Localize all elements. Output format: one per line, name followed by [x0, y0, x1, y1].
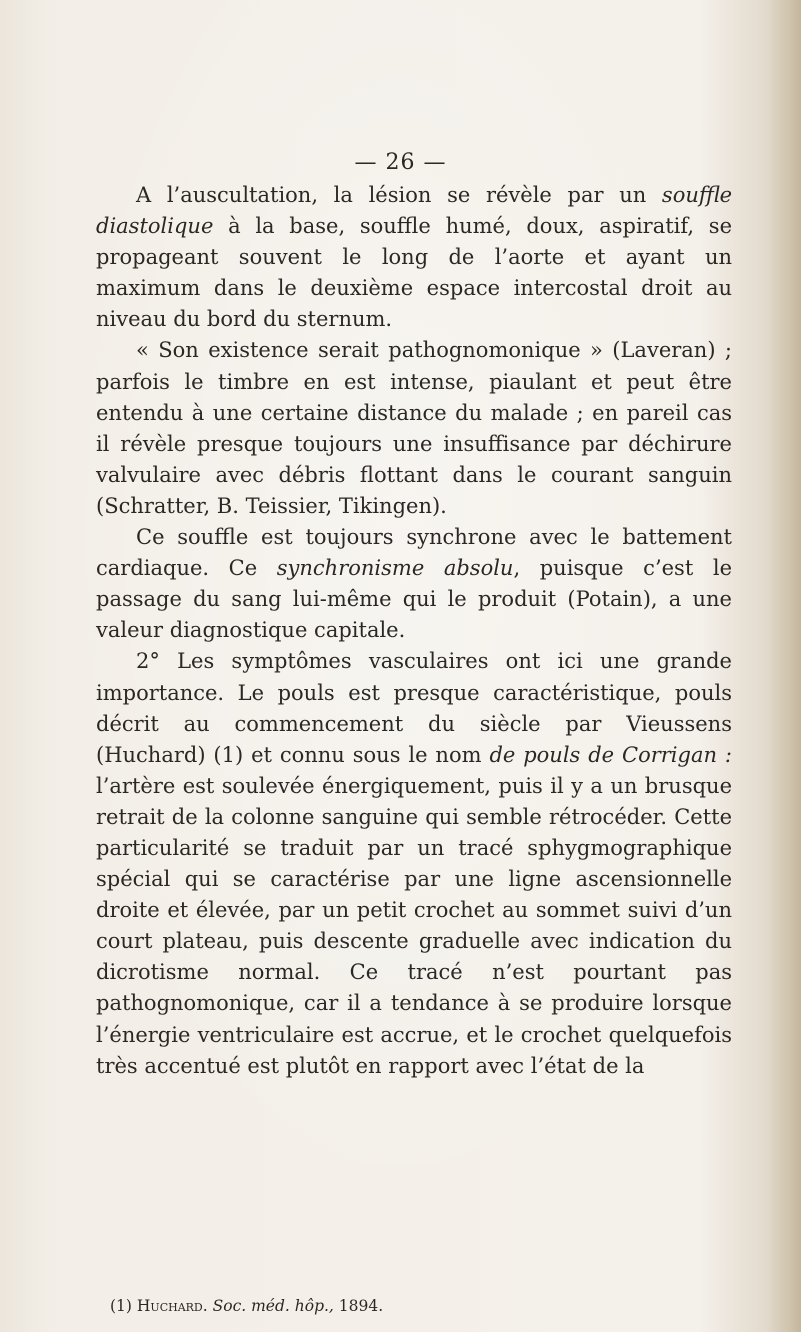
paragraph-1-text-b: à la base, souffle humé, doux, aspiratif, se propageant souvent le long de l’aorte et ayant un maximum dans le deuxième espace intercostal droit au niveau du bord du sternum. [96, 214, 732, 332]
paragraph-3 [96, 522, 732, 646]
paragraph-1-italic: souffle diastolique [96, 183, 732, 239]
paragraph-4 [96, 646, 732, 1081]
page-number: — 26 — [354, 150, 447, 175]
paragraph-4-text-a: 2° Les symptômes vasculaires ont ici une grande importance. Le pouls est presque caractéristique, pouls décrit au commencement du siècle par Vieussens (Huchard) (1) et connu sous le nom [96, 649, 732, 767]
paragraph-3-text-a: Ce souffle est toujours synchrone avec le battement cardiaque. Ce [96, 525, 732, 581]
paragraph-4-text-b: l’artère est soulevée énergiquement, puis il y a un brusque retrait de la colonne sanguine qui semble rétrocéder. Cette particularité se traduit par un tracé sphygmographique spécial qui se caractérise par une ligne ascensionnelle droite et élevée, par un petit crochet au sommet suivi d’un court plateau, puis descente graduelle avec indication du dicrotisme normal. Ce tracé n’est pourtant pas pathognomonique, car il a tendance à se produire lorsque l’énergie ventriculaire est accrue, et le crochet quelquefois très accentué est plutôt en rapport avec l’état de la [96, 773, 732, 1078]
paragraph-2-text: « Son existence serait pathognomonique » (Laveran) ; parfois le timbre en est intense, piaulant et peut être entendu à une certaine distance du malade ; en pareil cas il révèle presque toujours une insuffisance par déchirure valvulaire avec débris flottant dans le courant sanguin (Schratter, B. Teissier, Tikingen). [96, 338, 732, 518]
paragraph-3-italic: synchronisme absolu [276, 556, 514, 581]
footnote-year: 1894. [338, 1297, 384, 1315]
footnote-source: Soc. méd. hôp., [212, 1297, 334, 1315]
paragraph-1 [96, 180, 732, 335]
footnote-author: Huchard. [136, 1297, 208, 1315]
footnote [110, 1296, 730, 1316]
body-text [96, 180, 732, 1082]
footnote-number: (1) [110, 1297, 132, 1315]
paragraph-1-text-a: A l’auscultation, la lésion se révèle par un [136, 183, 662, 207]
paragraph-2 [96, 335, 732, 522]
paragraph-4-italic: de pouls de Corrigan : [489, 742, 732, 767]
paragraph-3-text-b: , puisque c’est le passage du sang lui-même qui le produit (Potain), a une valeur diagnostique capitale. [96, 556, 732, 643]
page-edge-shadow [767, 0, 801, 1332]
